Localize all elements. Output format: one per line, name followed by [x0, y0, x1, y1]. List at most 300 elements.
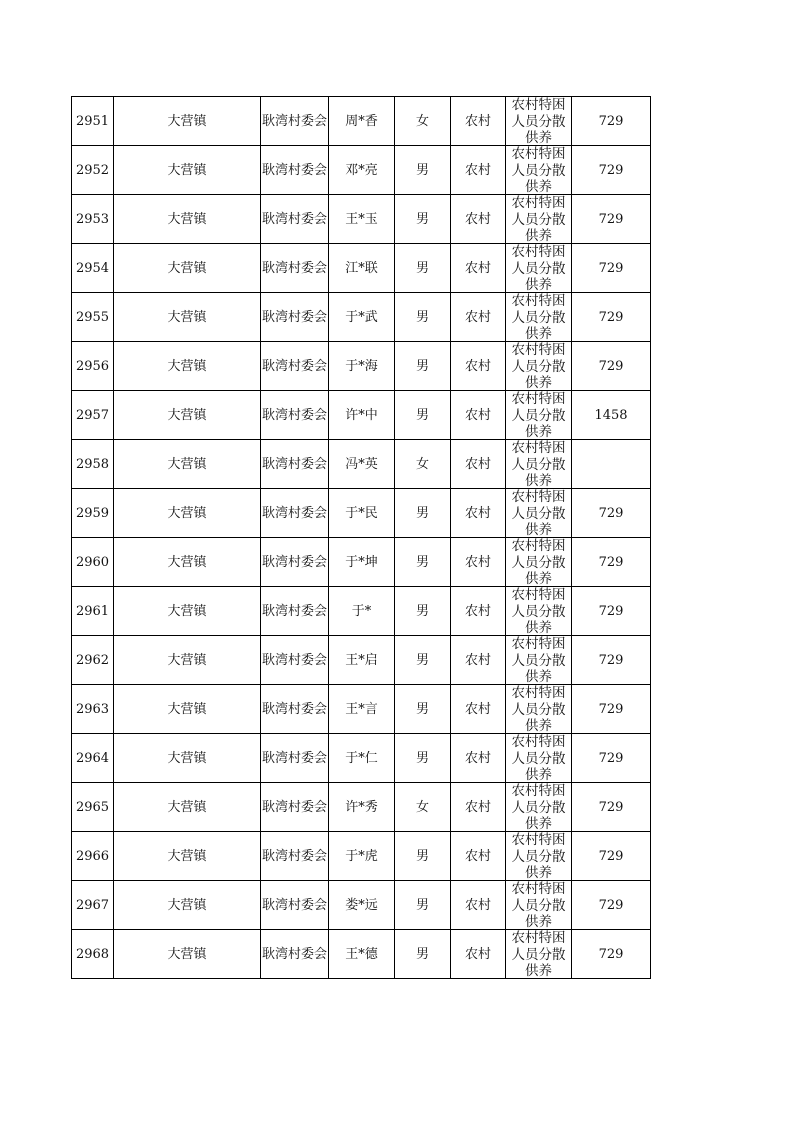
row-number-cell: [72, 244, 114, 293]
assistance-category-cell: [506, 244, 572, 293]
assistance-category-cell-text: 农村特困人员分散供养: [511, 783, 566, 831]
area-type-cell-text: 农村: [464, 750, 491, 766]
row-number-cell-text: 2958: [75, 456, 110, 472]
area-type-cell: [451, 244, 506, 293]
town-cell: [114, 930, 261, 979]
amount-cell-text: 729: [598, 358, 624, 374]
person-name-cell: [329, 636, 395, 685]
person-name-cell-text: 王*言: [345, 701, 378, 717]
area-type-cell-text: 农村: [464, 505, 491, 521]
amount-cell: [572, 440, 651, 489]
village-cell: [261, 734, 329, 783]
town-cell: [114, 538, 261, 587]
assistance-category-cell: [506, 195, 572, 244]
table-row: [72, 293, 651, 342]
row-number-cell-text: 2961: [75, 603, 110, 619]
town-cell-text: 大营镇: [167, 113, 207, 129]
roster-body: [72, 97, 651, 979]
row-number-cell: [72, 832, 114, 881]
person-name-cell: [329, 685, 395, 734]
village-cell: [261, 832, 329, 881]
gender-cell: [395, 783, 451, 832]
assistance-category-cell: [506, 342, 572, 391]
town-cell-text: 大营镇: [167, 554, 207, 570]
village-cell-text: 耿湾村委会: [261, 407, 327, 423]
area-type-cell: [451, 636, 506, 685]
row-number-cell: [72, 342, 114, 391]
person-name-cell-text: 于*民: [345, 505, 378, 521]
row-number-cell: [72, 881, 114, 930]
person-name-cell: [329, 293, 395, 342]
table-row: [72, 734, 651, 783]
row-number-cell-text: 2953: [75, 211, 110, 227]
area-type-cell-text: 农村: [464, 162, 491, 178]
table-row: [72, 685, 651, 734]
person-name-cell: [329, 734, 395, 783]
assistance-category-cell: [506, 783, 572, 832]
person-name-cell-text: 于*仁: [345, 750, 378, 766]
row-number-cell: [72, 195, 114, 244]
amount-cell: [572, 244, 651, 293]
gender-cell: [395, 342, 451, 391]
area-type-cell-text: 农村: [464, 358, 491, 374]
town-cell-text: 大营镇: [167, 260, 207, 276]
person-name-cell-text: 许*中: [345, 407, 378, 423]
amount-cell: [572, 783, 651, 832]
gender-cell-text: 男: [415, 848, 429, 864]
amount-cell: [572, 489, 651, 538]
person-name-cell: [329, 244, 395, 293]
assistance-category-cell-text: 农村特困人员分散供养: [511, 538, 566, 586]
person-name-cell: [329, 489, 395, 538]
area-type-cell: [451, 783, 506, 832]
table-row: [72, 391, 651, 440]
town-cell: [114, 783, 261, 832]
person-name-cell: [329, 587, 395, 636]
assistance-category-cell: [506, 734, 572, 783]
village-cell: [261, 930, 329, 979]
assistance-category-cell-text: 农村特困人员分散供养: [511, 440, 566, 488]
village-cell-text: 耿湾村委会: [261, 946, 327, 962]
area-type-cell-text: 农村: [464, 848, 491, 864]
village-cell-text: 耿湾村委会: [261, 750, 327, 766]
area-type-cell-text: 农村: [464, 260, 491, 276]
row-number-cell-text: 2955: [75, 309, 110, 325]
row-number-cell-text: 2962: [75, 652, 110, 668]
area-type-cell: [451, 97, 506, 146]
area-type-cell-text: 农村: [464, 701, 491, 717]
amount-cell-text: 729: [598, 505, 624, 521]
gender-cell: [395, 881, 451, 930]
gender-cell-text: 男: [415, 358, 429, 374]
town-cell-text: 大营镇: [167, 505, 207, 521]
village-cell-text: 耿湾村委会: [261, 211, 327, 227]
assistance-category-cell: [506, 930, 572, 979]
assistance-category-cell-text: 农村特困人员分散供养: [511, 97, 566, 145]
area-type-cell-text: 农村: [464, 309, 491, 325]
amount-cell-text: 729: [598, 211, 624, 227]
town-cell-text: 大营镇: [167, 652, 207, 668]
village-cell: [261, 783, 329, 832]
gender-cell: [395, 146, 451, 195]
area-type-cell-text: 农村: [464, 652, 491, 668]
row-number-cell: [72, 97, 114, 146]
row-number-cell: [72, 293, 114, 342]
gender-cell-text: 男: [415, 701, 429, 717]
area-type-cell: [451, 587, 506, 636]
area-type-cell: [451, 538, 506, 587]
town-cell: [114, 832, 261, 881]
amount-cell-text: 729: [598, 554, 624, 570]
gender-cell: [395, 587, 451, 636]
row-number-cell: [72, 685, 114, 734]
gender-cell: [395, 195, 451, 244]
assistance-category-cell-text: 农村特困人员分散供养: [511, 587, 566, 635]
amount-cell: [572, 195, 651, 244]
amount-cell-text: 729: [598, 799, 624, 815]
person-name-cell-text: 邓*亮: [345, 162, 378, 178]
table-row: [72, 930, 651, 979]
amount-cell: [572, 538, 651, 587]
amount-cell: [572, 636, 651, 685]
amount-cell-text: 729: [598, 113, 624, 129]
town-cell-text: 大营镇: [167, 211, 207, 227]
amount-cell-text: 729: [598, 260, 624, 276]
area-type-cell: [451, 881, 506, 930]
row-number-cell-text: 2957: [75, 407, 110, 423]
amount-cell-text: 729: [598, 652, 624, 668]
town-cell: [114, 636, 261, 685]
person-name-cell: [329, 881, 395, 930]
village-cell: [261, 244, 329, 293]
table-row: [72, 195, 651, 244]
table-row: [72, 440, 651, 489]
amount-cell-text: 1458: [594, 407, 628, 423]
village-cell-text: 耿湾村委会: [261, 456, 327, 472]
amount-cell: [572, 391, 651, 440]
town-cell-text: 大营镇: [167, 799, 207, 815]
area-type-cell-text: 农村: [464, 897, 491, 913]
area-type-cell: [451, 391, 506, 440]
town-cell-text: 大营镇: [167, 946, 207, 962]
village-cell: [261, 538, 329, 587]
town-cell: [114, 391, 261, 440]
assistance-category-cell: [506, 391, 572, 440]
row-number-cell-text: 2963: [75, 701, 110, 717]
assistance-category-cell-text: 农村特困人员分散供养: [511, 636, 566, 684]
village-cell-text: 耿湾村委会: [261, 358, 327, 374]
row-number-cell: [72, 391, 114, 440]
gender-cell: [395, 440, 451, 489]
village-cell: [261, 146, 329, 195]
person-name-cell: [329, 930, 395, 979]
area-type-cell-text: 农村: [464, 407, 491, 423]
row-number-cell: [72, 587, 114, 636]
table-row: [72, 783, 651, 832]
amount-cell: [572, 293, 651, 342]
amount-cell-text: 729: [598, 946, 624, 962]
amount-cell-text: 729: [598, 750, 624, 766]
town-cell-text: 大营镇: [167, 750, 207, 766]
row-number-cell: [72, 146, 114, 195]
row-number-cell-text: 2968: [75, 946, 110, 962]
assistance-category-cell: [506, 587, 572, 636]
village-cell-text: 耿湾村委会: [261, 554, 327, 570]
person-name-cell: [329, 538, 395, 587]
person-name-cell: [329, 391, 395, 440]
row-number-cell-text: 2951: [75, 113, 110, 129]
town-cell-text: 大营镇: [167, 162, 207, 178]
amount-cell: [572, 881, 651, 930]
gender-cell-text: 男: [415, 211, 429, 227]
row-number-cell-text: 2954: [75, 260, 110, 276]
amount-cell: [572, 342, 651, 391]
person-name-cell: [329, 195, 395, 244]
row-number-cell-text: 2959: [75, 505, 110, 521]
amount-cell: [572, 146, 651, 195]
table-row: [72, 342, 651, 391]
amount-cell: [572, 832, 651, 881]
gender-cell: [395, 930, 451, 979]
gender-cell: [395, 391, 451, 440]
gender-cell-text: 男: [415, 750, 429, 766]
table-row: [72, 489, 651, 538]
gender-cell-text: 女: [415, 456, 429, 472]
row-number-cell: [72, 930, 114, 979]
assistance-category-cell-text: 农村特困人员分散供养: [511, 391, 566, 439]
area-type-cell-text: 农村: [464, 799, 491, 815]
village-cell-text: 耿湾村委会: [261, 701, 327, 717]
town-cell-text: 大营镇: [167, 456, 207, 472]
person-name-cell: [329, 832, 395, 881]
amount-cell: [572, 685, 651, 734]
amount-cell-text: 729: [598, 603, 624, 619]
gender-cell-text: 男: [415, 946, 429, 962]
amount-cell-text: 729: [598, 309, 624, 325]
village-cell-text: 耿湾村委会: [261, 848, 327, 864]
assistance-category-cell-text: 农村特困人员分散供养: [511, 195, 566, 243]
town-cell: [114, 734, 261, 783]
amount-cell-text: 729: [598, 701, 624, 717]
area-type-cell: [451, 930, 506, 979]
row-number-cell: [72, 440, 114, 489]
person-name-cell-text: 王*德: [345, 946, 378, 962]
person-name-cell: [329, 440, 395, 489]
village-cell-text: 耿湾村委会: [261, 260, 327, 276]
row-number-cell: [72, 538, 114, 587]
row-number-cell-text: 2966: [75, 848, 110, 864]
assistance-category-cell-text: 农村特困人员分散供养: [511, 685, 566, 733]
row-number-cell-text: 2952: [75, 162, 110, 178]
town-cell-text: 大营镇: [167, 848, 207, 864]
gender-cell: [395, 832, 451, 881]
person-name-cell-text: 于*坤: [345, 554, 378, 570]
gender-cell-text: 男: [415, 554, 429, 570]
area-type-cell-text: 农村: [464, 946, 491, 962]
gender-cell-text: 男: [415, 162, 429, 178]
person-name-cell-text: 江*联: [345, 260, 378, 276]
area-type-cell: [451, 832, 506, 881]
village-cell: [261, 636, 329, 685]
area-type-cell: [451, 195, 506, 244]
assistance-category-cell: [506, 538, 572, 587]
row-number-cell: [72, 783, 114, 832]
person-name-cell: [329, 783, 395, 832]
person-name-cell-text: 周*香: [345, 113, 378, 129]
assistance-category-cell-text: 农村特困人员分散供养: [511, 881, 566, 929]
amount-cell: [572, 734, 651, 783]
assistance-category-cell: [506, 97, 572, 146]
village-cell: [261, 587, 329, 636]
area-type-cell-text: 农村: [464, 456, 491, 472]
area-type-cell: [451, 146, 506, 195]
village-cell: [261, 293, 329, 342]
town-cell: [114, 489, 261, 538]
town-cell: [114, 195, 261, 244]
town-cell: [114, 342, 261, 391]
table-row: [72, 538, 651, 587]
area-type-cell: [451, 440, 506, 489]
area-type-cell-text: 农村: [464, 211, 491, 227]
row-number-cell-text: 2965: [75, 799, 110, 815]
assistance-category-cell-text: 农村特困人员分散供养: [511, 146, 566, 194]
assistance-category-cell-text: 农村特困人员分散供养: [511, 489, 566, 537]
gender-cell: [395, 244, 451, 293]
village-cell: [261, 881, 329, 930]
person-name-cell-text: 于*虎: [345, 848, 378, 864]
table-row: [72, 587, 651, 636]
gender-cell-text: 男: [415, 309, 429, 325]
row-number-cell: [72, 734, 114, 783]
gender-cell-text: 男: [415, 603, 429, 619]
town-cell-text: 大营镇: [167, 701, 207, 717]
amount-cell: [572, 930, 651, 979]
gender-cell-text: 男: [415, 897, 429, 913]
village-cell: [261, 440, 329, 489]
gender-cell-text: 男: [415, 407, 429, 423]
person-name-cell: [329, 97, 395, 146]
person-name-cell-text: 许*秀: [345, 799, 378, 815]
village-cell-text: 耿湾村委会: [261, 603, 327, 619]
town-cell: [114, 587, 261, 636]
gender-cell: [395, 97, 451, 146]
table-row: [72, 636, 651, 685]
village-cell: [261, 342, 329, 391]
table-row: [72, 244, 651, 293]
town-cell: [114, 244, 261, 293]
area-type-cell: [451, 342, 506, 391]
table-row: [72, 97, 651, 146]
assistance-category-cell: [506, 881, 572, 930]
person-name-cell-text: 于*武: [345, 309, 378, 325]
village-cell-text: 耿湾村委会: [261, 799, 327, 815]
assistance-category-cell: [506, 832, 572, 881]
area-type-cell: [451, 734, 506, 783]
amount-cell-text: 729: [598, 848, 624, 864]
row-number-cell-text: 2956: [75, 358, 110, 374]
village-cell: [261, 195, 329, 244]
assistance-category-cell: [506, 636, 572, 685]
gender-cell: [395, 293, 451, 342]
assistance-category-cell-text: 农村特困人员分散供养: [511, 734, 566, 782]
gender-cell-text: 男: [415, 652, 429, 668]
row-number-cell: [72, 636, 114, 685]
town-cell: [114, 293, 261, 342]
gender-cell: [395, 489, 451, 538]
village-cell-text: 耿湾村委会: [261, 897, 327, 913]
town-cell: [114, 146, 261, 195]
village-cell-text: 耿湾村委会: [261, 505, 327, 521]
gender-cell-text: 女: [415, 799, 429, 815]
assistance-category-cell: [506, 293, 572, 342]
assistance-category-cell-text: 农村特困人员分散供养: [511, 832, 566, 880]
assistance-category-cell: [506, 146, 572, 195]
gender-cell: [395, 636, 451, 685]
gender-cell-text: 男: [415, 505, 429, 521]
village-cell-text: 耿湾村委会: [261, 113, 327, 129]
person-name-cell-text: 冯*英: [345, 456, 378, 472]
assistance-category-cell-text: 农村特困人员分散供养: [511, 342, 566, 390]
town-cell: [114, 440, 261, 489]
assistance-category-cell-text: 农村特困人员分散供养: [511, 930, 566, 978]
village-cell: [261, 391, 329, 440]
town-cell: [114, 685, 261, 734]
town-cell-text: 大营镇: [167, 897, 207, 913]
gender-cell-text: 女: [415, 113, 429, 129]
town-cell-text: 大营镇: [167, 407, 207, 423]
row-number-cell: [72, 489, 114, 538]
roster-table: [71, 96, 651, 979]
amount-cell-text: 729: [598, 897, 624, 913]
town-cell: [114, 881, 261, 930]
amount-cell-text: 729: [598, 162, 624, 178]
village-cell: [261, 489, 329, 538]
village-cell: [261, 97, 329, 146]
assistance-category-cell: [506, 489, 572, 538]
town-cell-text: 大营镇: [167, 358, 207, 374]
area-type-cell: [451, 293, 506, 342]
area-type-cell: [451, 685, 506, 734]
village-cell-text: 耿湾村委会: [261, 162, 327, 178]
town-cell-text: 大营镇: [167, 309, 207, 325]
person-name-cell-text: 于*: [351, 603, 372, 619]
assistance-category-cell: [506, 440, 572, 489]
person-name-cell-text: 王*启: [345, 652, 378, 668]
row-number-cell-text: 2960: [75, 554, 110, 570]
village-cell-text: 耿湾村委会: [261, 652, 327, 668]
area-type-cell: [451, 489, 506, 538]
village-cell: [261, 685, 329, 734]
amount-cell: [572, 587, 651, 636]
table-row: [72, 832, 651, 881]
person-name-cell-text: 娄*远: [345, 897, 378, 913]
amount-cell: [572, 97, 651, 146]
area-type-cell-text: 农村: [464, 603, 491, 619]
town-cell-text: 大营镇: [167, 603, 207, 619]
gender-cell: [395, 734, 451, 783]
table-row: [72, 881, 651, 930]
area-type-cell-text: 农村: [464, 554, 491, 570]
person-name-cell: [329, 342, 395, 391]
assistance-category-cell-text: 农村特困人员分散供养: [511, 244, 566, 292]
table-row: [72, 146, 651, 195]
town-cell: [114, 97, 261, 146]
person-name-cell-text: 王*玉: [345, 211, 378, 227]
assistance-category-cell-text: 农村特困人员分散供养: [511, 293, 566, 341]
gender-cell-text: 男: [415, 260, 429, 276]
row-number-cell-text: 2967: [75, 897, 110, 913]
area-type-cell-text: 农村: [464, 113, 491, 129]
